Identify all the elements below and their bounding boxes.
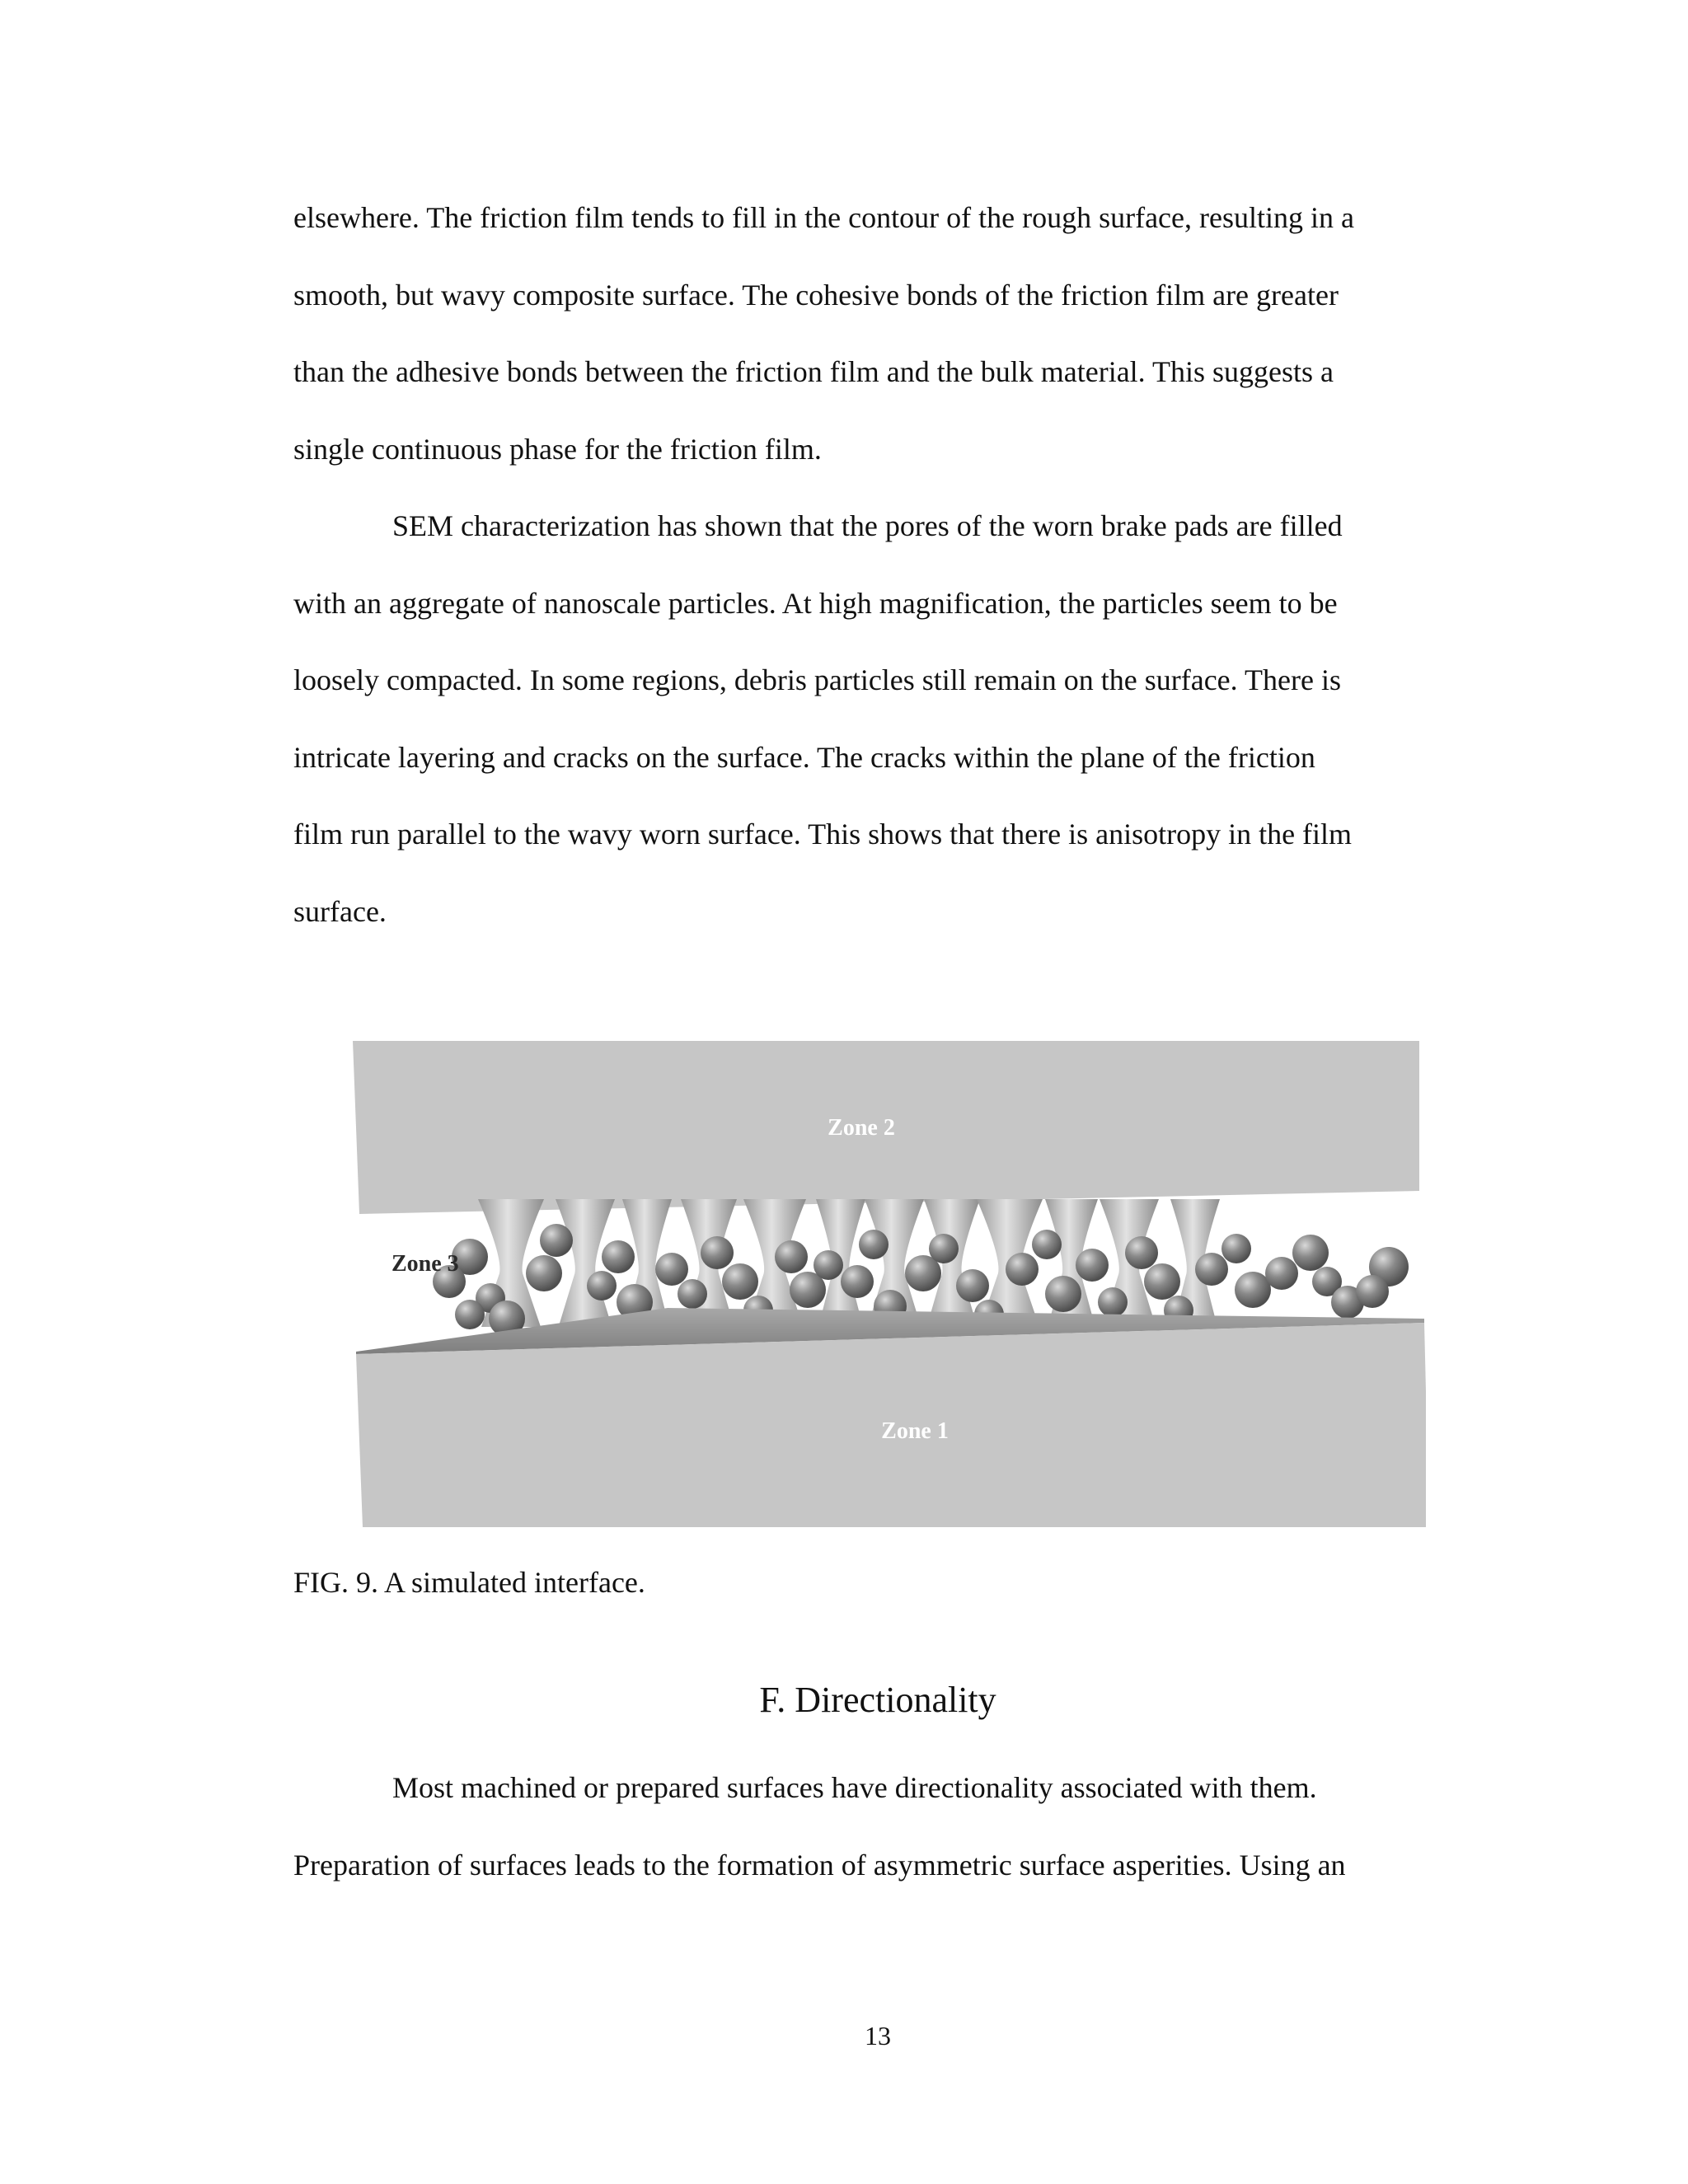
debris-particle — [1032, 1230, 1062, 1259]
text-line: film run parallel to the wavy worn surface. This shows that there is anisotropy in the film — [293, 818, 1353, 851]
paragraph-friction-film — [293, 180, 1439, 488]
debris-particle — [929, 1234, 959, 1263]
interface-illustration — [346, 1034, 1426, 1529]
debris-particle — [602, 1240, 635, 1273]
text-line: intricate layering and cracks on the surface. The cracks within the plane of the friction — [293, 740, 1315, 774]
text-line: elsewhere. The friction film tends to fill in the contour of the rough surface, resulting in a — [293, 201, 1354, 234]
debris-particle — [1265, 1257, 1298, 1290]
debris-particle — [526, 1255, 562, 1291]
zone3-label: Zone 3 — [392, 1251, 459, 1277]
zone1-label: Zone 1 — [881, 1418, 949, 1444]
debris-particle — [587, 1271, 617, 1301]
section-heading: F. Directionality — [759, 1680, 996, 1720]
debris-particle — [1045, 1276, 1081, 1312]
debris-particle — [722, 1263, 758, 1300]
debris-particle — [1195, 1253, 1228, 1286]
text-line: Preparation of surfaces leads to the formation of asymmetric surface asperities. Using an — [293, 1848, 1346, 1882]
debris-particle — [678, 1279, 707, 1309]
debris-particle — [775, 1240, 808, 1273]
debris-particle — [1144, 1263, 1180, 1300]
debris-particle — [841, 1265, 874, 1298]
debris-particle — [814, 1250, 843, 1280]
figure-caption: FIG. 9. A simulated interface. — [293, 1566, 645, 1599]
text-line: Most machined or prepared surfaces have directionality associated with them. — [392, 1771, 1317, 1804]
debris-particle — [1292, 1235, 1329, 1271]
page-number: 13 — [865, 2021, 891, 2050]
zone2-label: Zone 2 — [828, 1115, 895, 1141]
debris-particle — [655, 1253, 688, 1286]
text-line: single continuous phase for the friction film. — [293, 432, 822, 466]
debris-particle — [540, 1224, 573, 1257]
debris-particle — [956, 1269, 989, 1302]
text-line: than the adhesive bonds between the friction film and the bulk material. This suggests a — [293, 355, 1334, 388]
debris-particle — [1076, 1249, 1109, 1282]
debris-particle — [1356, 1275, 1389, 1308]
text-line: SEM characterization has shown that the pores of the worn brake pads are filled — [392, 509, 1343, 542]
debris-particle — [859, 1230, 889, 1259]
debris-particle — [701, 1236, 734, 1269]
text-line: loosely compacted. In some regions, debris particles still remain on the surface. There is — [293, 663, 1341, 696]
debris-particle — [1221, 1234, 1251, 1263]
text-line: surface. — [293, 894, 387, 928]
figure-simulated-interface — [346, 1034, 1426, 1529]
debris-particle — [455, 1300, 485, 1329]
text-line: with an aggregate of nanoscale particles. At high magnification, the particles seem to be — [293, 586, 1338, 620]
paragraph-sem-characterization — [293, 488, 1439, 950]
debris-particle — [1006, 1253, 1039, 1286]
debris-particle — [1098, 1287, 1128, 1317]
debris-particle — [1235, 1272, 1271, 1308]
debris-particle — [1125, 1236, 1158, 1269]
text-line: smooth, but wavy composite surface. The cohesive bonds of the friction film are greater — [293, 278, 1339, 312]
paragraph-directionality — [293, 1750, 1439, 1904]
